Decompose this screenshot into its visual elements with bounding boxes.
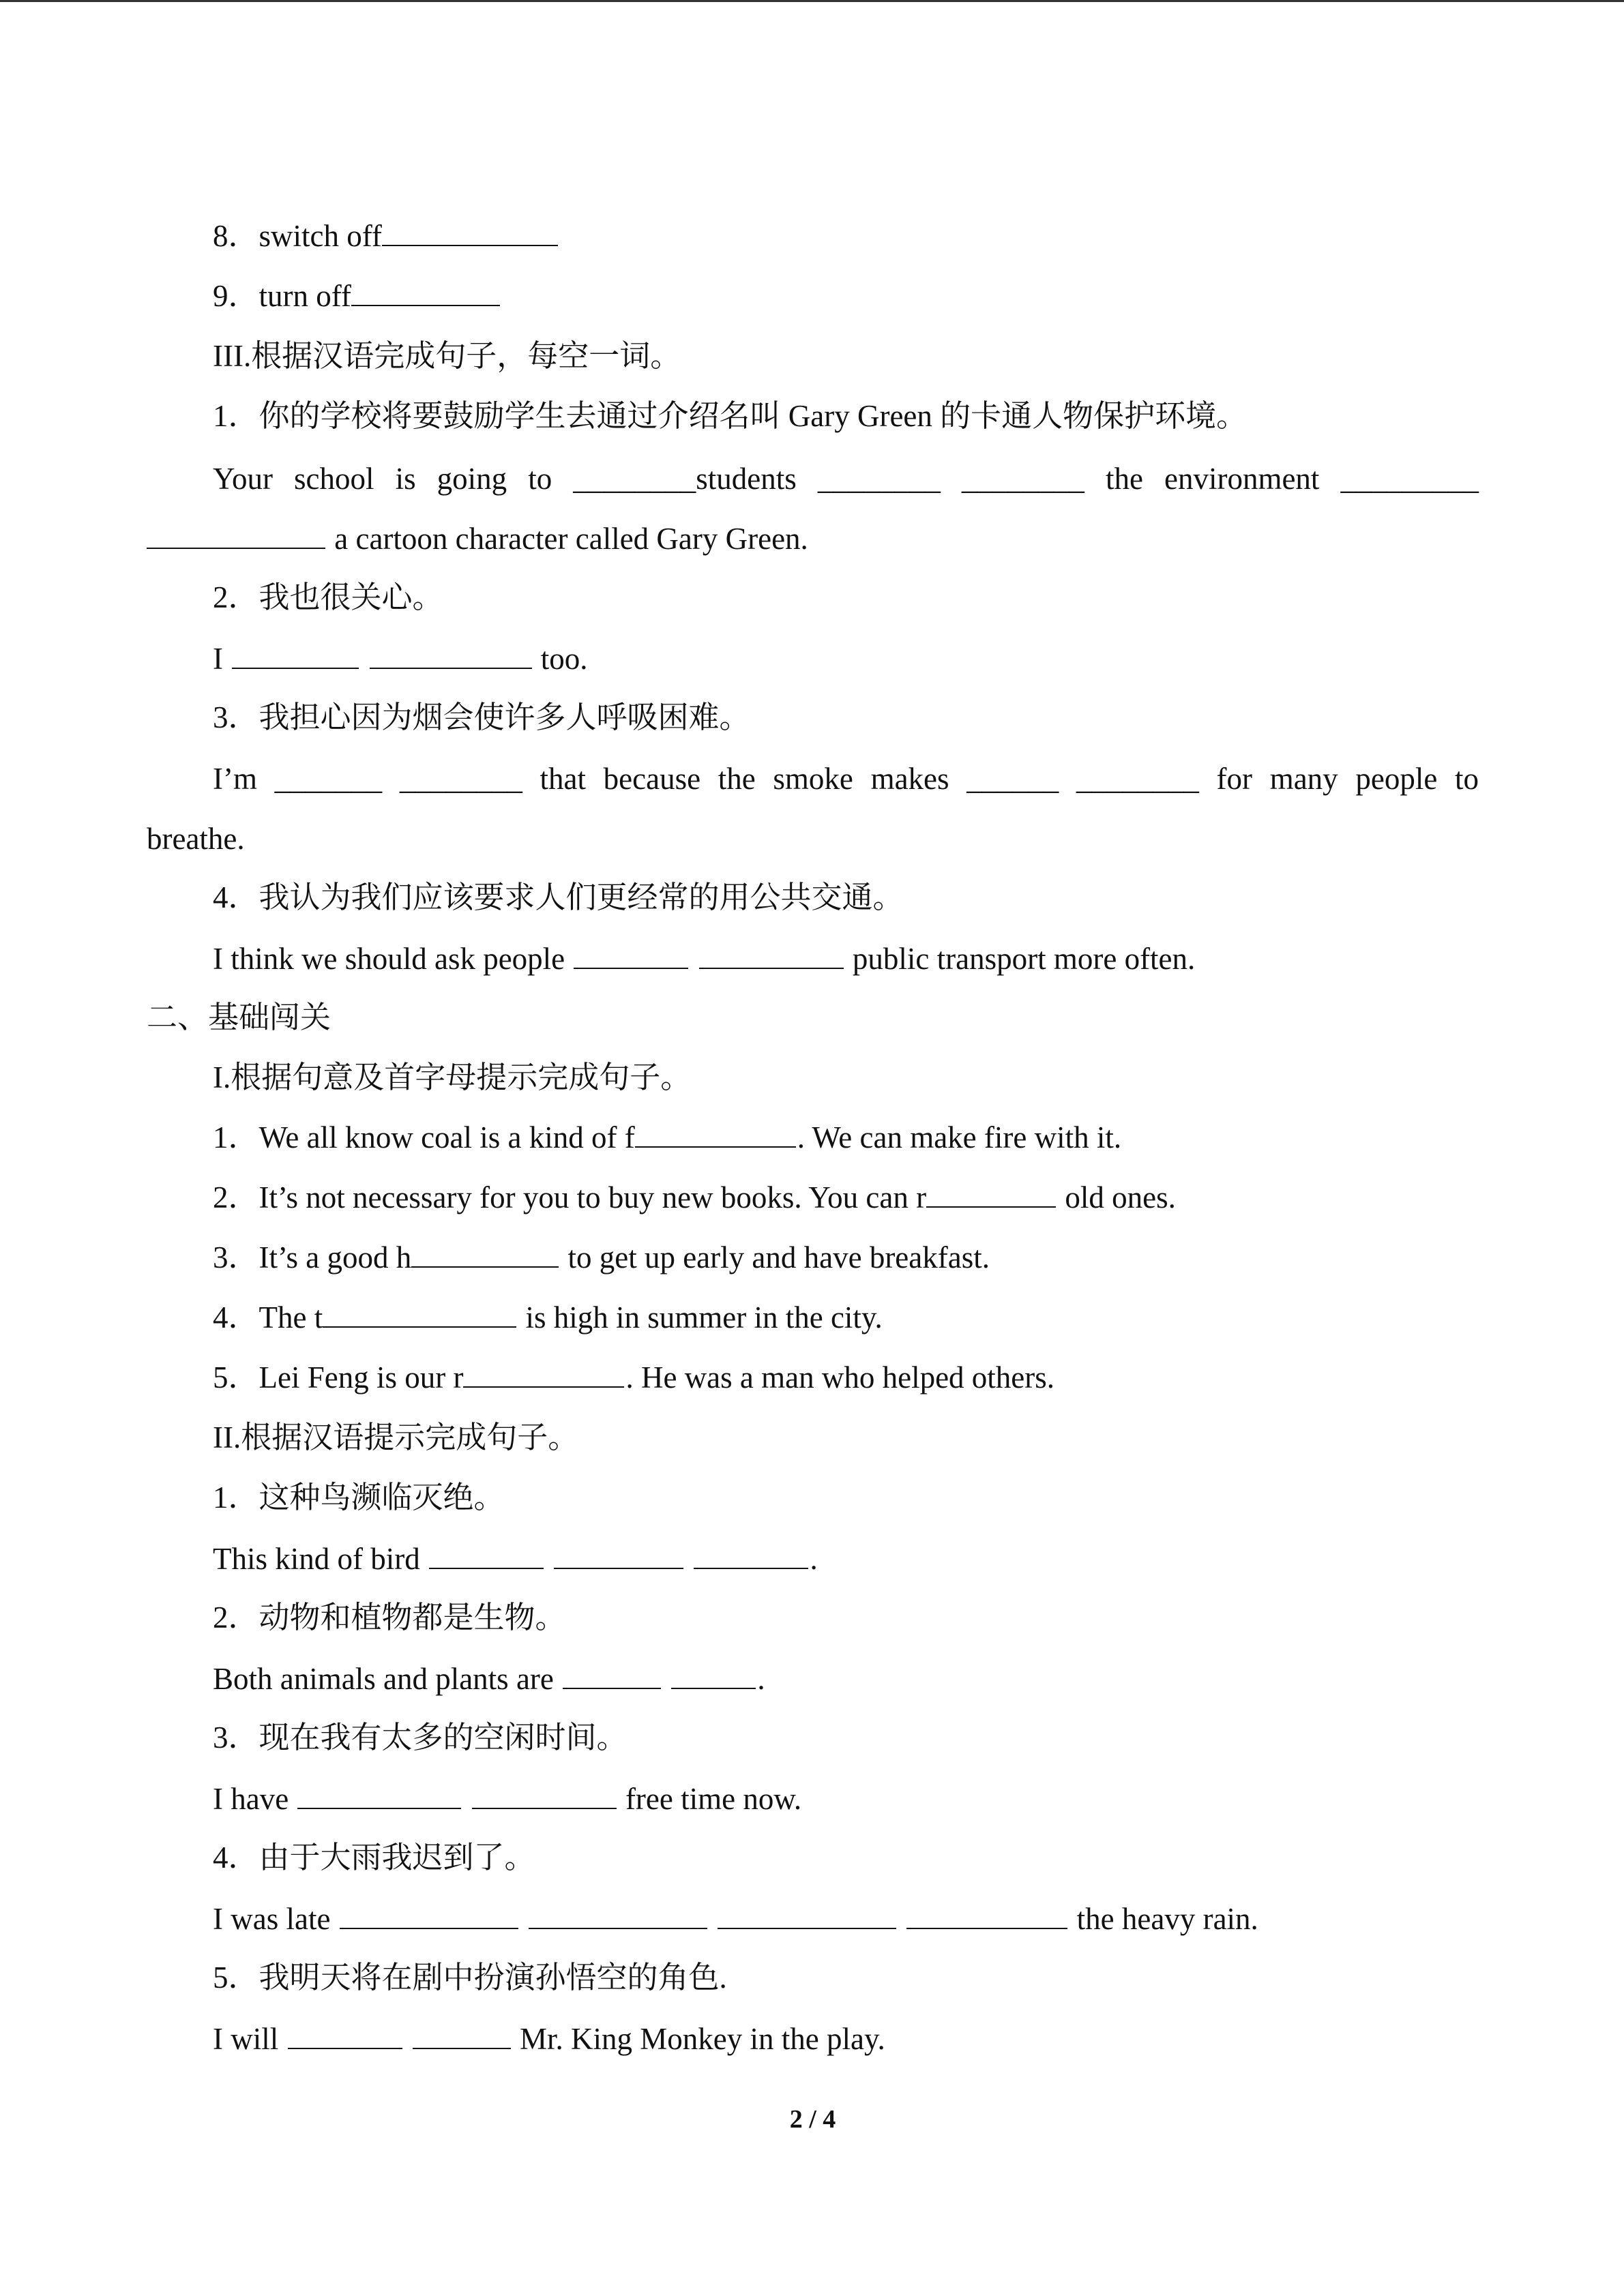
p2-s1-q5: 5．Lei Feng is our r . He was a man who helped others. [213, 1360, 1055, 1395]
answer-blank[interactable] [694, 1542, 808, 1569]
s3-q3-english-line1: I’m _______ ________ that because the smoke makes ______ ________ for many people to [213, 762, 1479, 796]
answer-blank[interactable] [382, 219, 558, 246]
document-page [147, 0, 1479, 2296]
answer-blank[interactable] [906, 1902, 1067, 1929]
p2-s2-q1-chinese: 1．这种鸟濒临灭绝。 [213, 1480, 505, 1515]
s3-q4-chinese: 4．我认为我们应该要求人们更经常的用公共交通。 [213, 880, 904, 914]
answer-blank[interactable] [529, 1902, 707, 1929]
p2-s2-q2-english: Both animals and plants are . [213, 1662, 765, 1696]
p2-s2-q3-chinese: 3．现在我有太多的空闲时间。 [213, 1720, 628, 1755]
p2-s1-q4: 4．The t is high in summer in the city. [213, 1300, 883, 1335]
part2-section-i-heading: I.根据句意及首字母提示完成句子。 [213, 1060, 692, 1094]
answer-blank[interactable] [563, 1662, 661, 1689]
s3-q3-chinese: 3．我担心因为烟会使许多人呼吸困难。 [213, 700, 750, 734]
part-two-heading: 二、基础闯关 [147, 1000, 331, 1034]
p2-s2-q1-english: This kind of bird . [213, 1542, 818, 1576]
answer-blank[interactable] [699, 942, 844, 969]
answer-blank[interactable] [323, 1300, 516, 1328]
answer-blank[interactable] [635, 1120, 796, 1148]
answer-blank[interactable] [718, 1902, 896, 1929]
s3-q2-chinese: 2．我也很关心。 [213, 580, 443, 614]
p2-s2-q4-chinese: 4．由于大雨我迟到了。 [213, 1840, 535, 1875]
page-number: 2 / 4 [789, 2105, 836, 2134]
answer-blank[interactable] [297, 1782, 461, 1809]
s3-q1-chinese: 1．你的学校将要鼓励学生去通过介绍名叫 Gary Green 的卡通人物保护环境。 [213, 399, 1247, 433]
answer-blank[interactable] [147, 522, 325, 549]
section-iii-heading: III.根据汉语完成句子，每空一词。 [213, 339, 681, 373]
s3-q1-english-line1: Your school is going to ________students ________ ________ the environment _________ [213, 462, 1479, 496]
p2-s1-q3: 3．It’s a good h to get up early and have breakfast. [213, 1240, 990, 1274]
p2-s2-q3-english: I have free time now. [213, 1782, 802, 1816]
q9-turn-off: 9．turn off [213, 277, 1479, 315]
p2-s2-q5-chinese: 5．我明天将在剧中扮演孙悟空的角色. [213, 1960, 727, 1995]
answer-blank[interactable] [370, 642, 532, 669]
s3-q4-english: I think we should ask people public transport more often. [213, 942, 1196, 976]
answer-blank[interactable] [926, 1180, 1056, 1208]
answer-blank[interactable] [411, 1240, 559, 1268]
s3-q3-english-line2: breathe. [147, 822, 245, 856]
p2-s2-q5-english: I will Mr. King Monkey in the play. [213, 2022, 885, 2056]
answer-blank[interactable] [288, 2022, 402, 2049]
answer-blank[interactable] [574, 942, 688, 969]
p2-s2-q4-english: I was late the heavy rain. [213, 1902, 1258, 1936]
s3-q2-english: I too. [213, 642, 588, 676]
answer-blank[interactable] [413, 2022, 511, 2049]
p2-s2-q2-chinese: 2．动物和植物都是生物。 [213, 1600, 566, 1635]
p2-s1-q2: 2．It’s not necessary for you to buy new books. You can r old ones. [213, 1180, 1176, 1214]
q8-switch-off: 8．switch off [213, 217, 1479, 255]
s3-q1-english-line2: a cartoon character called Gary Green. [147, 520, 1479, 558]
answer-blank[interactable] [340, 1902, 518, 1929]
answer-blank[interactable] [351, 279, 500, 306]
answer-blank[interactable] [671, 1662, 756, 1689]
answer-blank[interactable] [463, 1360, 624, 1388]
answer-blank[interactable] [472, 1782, 617, 1809]
answer-blank[interactable] [554, 1542, 683, 1569]
part2-section-ii-heading: II.根据汉语提示完成句子。 [213, 1420, 579, 1455]
p2-s1-q1: 1．We all know coal is a kind of f . We can make fire with it. [213, 1120, 1122, 1154]
answer-blank[interactable] [232, 642, 359, 669]
answer-blank[interactable] [429, 1542, 544, 1569]
